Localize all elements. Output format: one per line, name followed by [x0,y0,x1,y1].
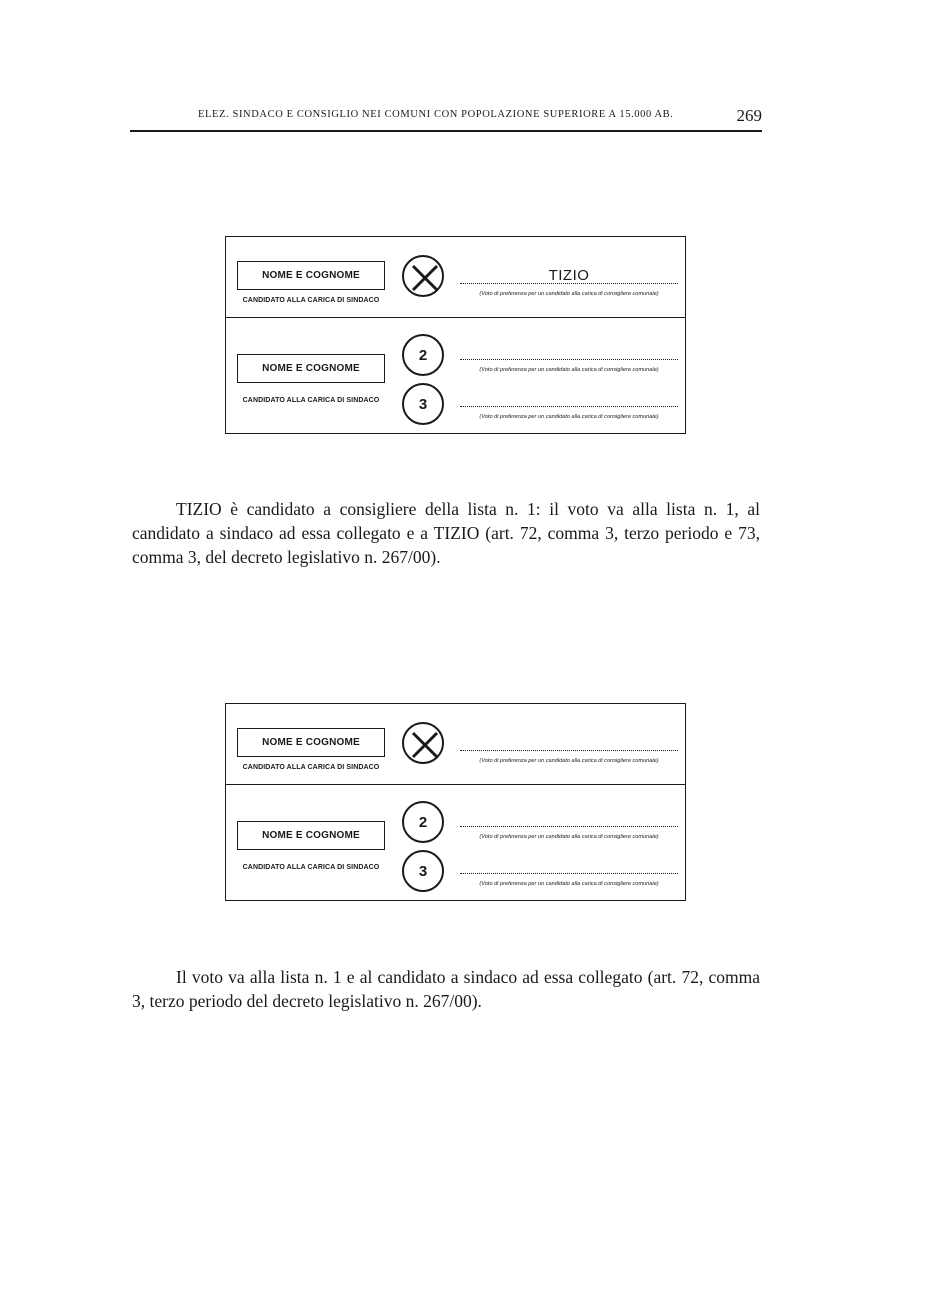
list-1-circle-marked [402,722,444,764]
preference-caption: (Voto di preferenza per un candidato alla carica di consigliere comunale) [479,367,659,373]
ballot-example-1 [225,236,686,434]
mayor-candidate-caption: CANDIDATO ALLA CARICA DI SINDACO [242,764,380,771]
preference-written-name: TIZIO [548,267,590,284]
running-header [130,104,762,132]
mayor-candidate-caption: CANDIDATO ALLA CARICA DI SINDACO [242,297,380,304]
preference-caption: (Voto di preferenza per un candidato alla carica di consigliere comunale) [479,758,659,764]
mayor-name-box: NOME E COGNOME [237,821,385,850]
preference-caption: (Voto di preferenza per un candidato alla carica di consigliere comunale) [479,291,659,297]
list-1-circle-marked [402,255,444,297]
mayor-name-box: NOME E COGNOME [237,728,385,757]
mayor-name-box: NOME E COGNOME [237,261,385,290]
cross-mark-icon [404,257,446,299]
preference-line [460,750,678,751]
ballot-example-2 [225,703,686,901]
list-3-circle: 3 [402,850,444,892]
preference-caption: (Voto di preferenza per un candidato alla carica di consigliere comunale) [479,414,659,420]
preference-line [460,826,678,827]
preference-caption: (Voto di preferenza per un candidato alla carica di consigliere comunale) [479,881,659,887]
cross-mark-icon [404,724,446,766]
list-3-circle: 3 [402,383,444,425]
mayor-candidate-caption: CANDIDATO ALLA CARICA DI SINDACO [242,864,380,871]
preference-line [460,873,678,874]
mayor-candidate-caption: CANDIDATO ALLA CARICA DI SINDACO [242,397,380,404]
explanation-paragraph-2: Il voto va alla lista n. 1 e al candidato a sindaco ad essa collegato (art. 72, comma 3, terzo periodo del decreto legislativo n. 267/00). [132,967,760,1011]
page-number: 269 [736,106,762,125]
list-2-circle: 2 [402,334,444,376]
running-title: ELEZ. SINDACO E CONSIGLIO NEI COMUNI CON POPOLAZIONE SUPERIORE A 15.000 AB. [198,109,674,120]
preference-line [460,406,678,407]
ballot-divider [226,784,685,785]
preference-line [460,359,678,360]
ballot-divider [226,317,685,318]
mayor-name-box: NOME E COGNOME [237,354,385,383]
list-2-circle: 2 [402,801,444,843]
explanation-paragraph-1: TIZIO è candidato a consigliere della lista n. 1: il voto va alla lista n. 1, al candidato a sindaco ad essa collegato e a TIZIO (art. 72, comma 3, terzo periodo e 73, comma 3, del decreto legislativo n. 267/00). [132,499,760,567]
preference-caption: (Voto di preferenza per un candidato alla carica di consigliere comunale) [479,834,659,840]
preference-line [460,283,678,284]
